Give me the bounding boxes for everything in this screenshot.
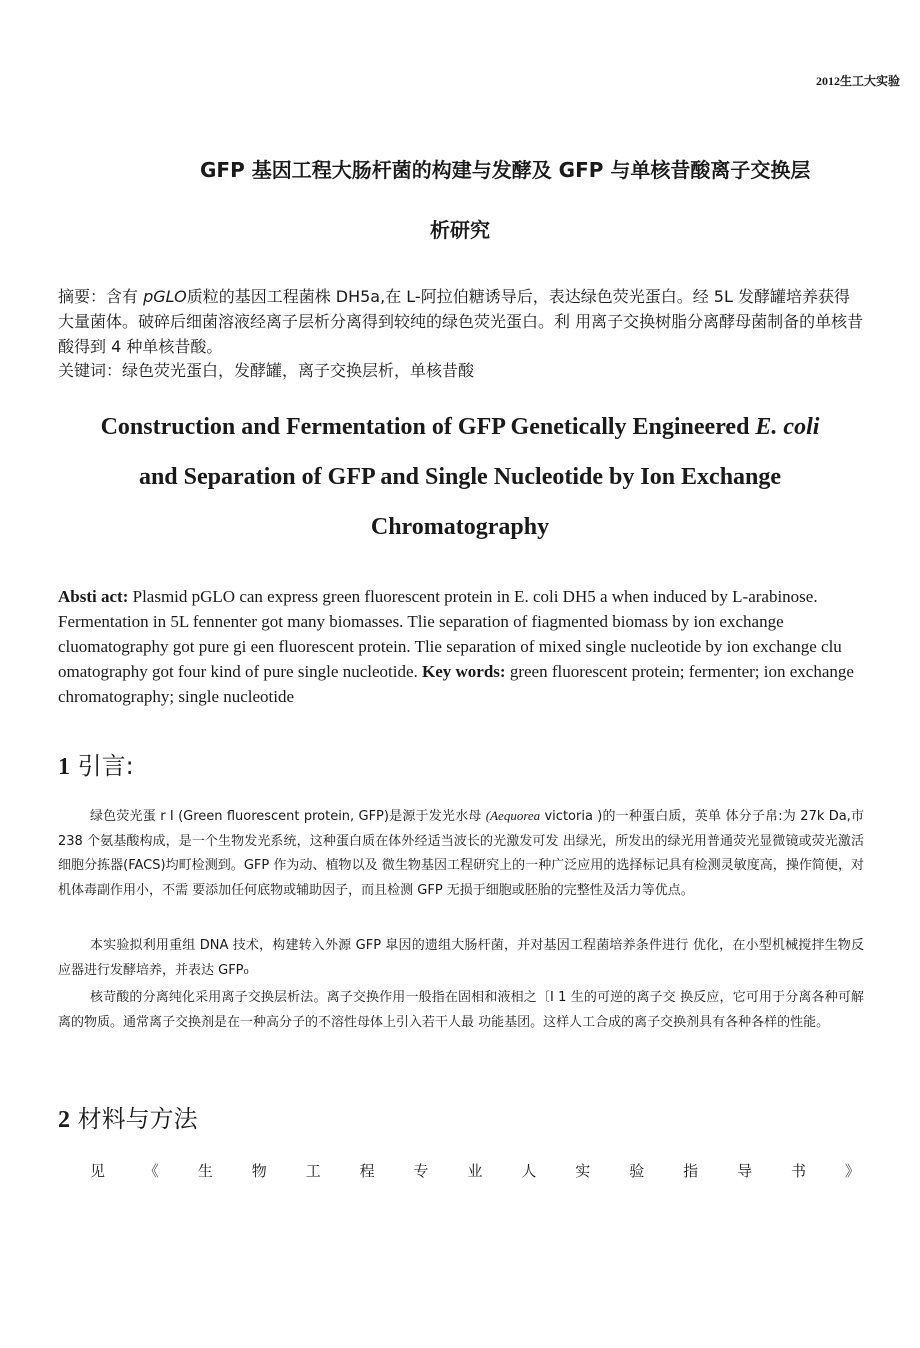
abstract-cn [58, 284, 864, 359]
see-char: 书 [790, 1162, 806, 1180]
abstract-cn-label: 摘要： [58, 287, 107, 306]
section-2-title: 材料与方法 [77, 1105, 198, 1133]
see-char: 业 [467, 1162, 483, 1180]
keywords-en-label: Key words: [422, 662, 506, 681]
see-reference-line [90, 1160, 860, 1181]
see-char: 实 [575, 1162, 591, 1180]
see-char: 专 [413, 1162, 429, 1180]
title-en-line2: and Separation of GFP and Single Nucleotide by Ion Exchange [138, 464, 782, 490]
title-en-line1 [60, 414, 860, 441]
see-char: 》 [844, 1162, 860, 1180]
page-header: 2012生工大实验 [815, 74, 900, 88]
see-char: 见 [90, 1162, 106, 1180]
keywords-cn-label: 关键词： [58, 361, 123, 380]
section-1-number: 1 [58, 754, 70, 780]
keywords-cn [58, 358, 864, 383]
title-en-line1-italic: E. coli [755, 414, 820, 440]
see-char: 验 [629, 1162, 645, 1180]
title-en-line3: Chromatography [370, 514, 550, 540]
intro-paragraph-2: 本实验拟利用重组 DNA 技术，构建转入外源 GFP 皐因的遗组大肠杆菌，并对基因工程菌培养条件进行 优化，在小型机械搅拌生物反应器进行发酵培养，并表达 GFP₀ [58, 938, 864, 978]
see-char: 人 [521, 1162, 537, 1180]
keywords-en-text: green fluorescent protein; fermenter; ion exchange chromatography; single nucleotide [58, 662, 854, 706]
abstract-cn-text: 质粒的基因工程菌株 DH5a,在 L-阿拉伯糖诱导后，表达绿色荧光蛋白。经 5L 发酵罐培养获得大量菌体。破碎后细菌溶液经离子层析分离得到较纯的绿色荧光蛋白。利 用离子交换树脂分离酵母菌制备的单核昔酸得到 4 种单核昔酸。 [58, 287, 864, 356]
abstract-en-label: Absti act: [58, 587, 129, 606]
section-heading-1 [58, 746, 134, 781]
see-char: 程 [359, 1162, 375, 1180]
title-en-line1-text: Construction and Fermentation of GFP Genetically Engineered [100, 414, 756, 440]
section-2-number: 2 [58, 1107, 70, 1133]
see-char: 生 [197, 1162, 213, 1180]
intro-paragraph-3: 核苛酸的分离纯化采用离子交换层析法。离子交换作用一般指在固相和液相之〔I 1 生的可逆的离子交 换反应，它可用于分离各种可解离的物质。通常离子交换剂是在一种高分子的不溶性母体上引入若干人最 功能基团。这样人工合成的离子交换剂具有各种各样的性能。 [58, 990, 864, 1030]
para1-post: victoria )的一种蛋白质，英单 体分子帛:为 27k Da,市 238 个氨基酸构成，是一个生物发光系统，这种蛋白质在体外经适当波长的光激发可发 出绿光，所发出的绿光用普通荧光显微镜或荧光激活细胞分拣器(FACS)均町检测到。GFP 作为动、植物以及 微生物基因工程研究上的一种广泛应用的选择标记具有检测灵敏度高，操作简便，对机体毒副作用小，不需 要添加任何底物或辅助因子，而且检测 GFP 无损于细胞或胚胎的完整性及活力等优点。 [58, 809, 864, 898]
abstract-en [58, 584, 868, 709]
para1-italic: (Aequorea [485, 808, 541, 823]
abstract-en-text: Plasmid pGLO can express green fluorescent protein in E. coli DH5 a when induced by L-arabinose. Fermentation in 5L fennenter got many biomasses. Tlie separation of fiagmented biomass by ion exchange cluomatography got pure gi een fluorescent protein. Tlie separation of mixed single nucleotide by ion exchange clu omatography got four kind of pure single nucleotide. [58, 587, 842, 681]
abstract-cn-pre: 含有 [106, 287, 144, 306]
see-char: 导 [737, 1162, 753, 1180]
title-cn-line1: GFP 基因工程大肠杆菌的构建与发酵及 GFP 与单核昔酸离子交换层 [200, 158, 811, 182]
keywords-cn-text: 绿色荧光蛋白，发酵罐，离子交换层析，单核昔酸 [122, 361, 475, 380]
para1-pre: 绿色荧光蛋 r I (Green fluorescent protein, GFP)是源于发光水母 [90, 809, 486, 824]
see-char: 物 [251, 1162, 267, 1180]
section-1-title: 引言: [77, 752, 134, 780]
title-cn-line2: 析研究 [430, 218, 490, 242]
section-heading-2 [58, 1099, 198, 1134]
see-char: 工 [305, 1162, 321, 1180]
intro-paragraph-1 [58, 804, 864, 903]
abstract-cn-plasmid: pGLO [143, 287, 187, 306]
see-char: 指 [683, 1162, 699, 1180]
see-char: 《 [143, 1162, 159, 1180]
